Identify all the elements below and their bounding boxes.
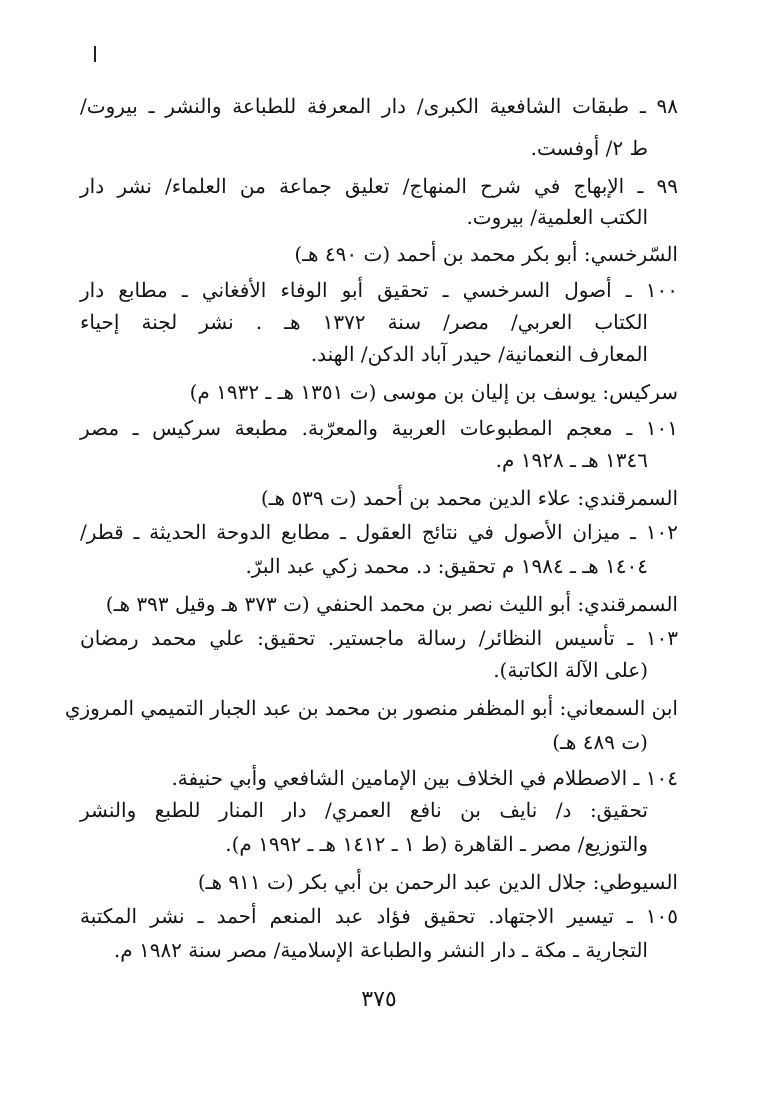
entry-104-line-1: ١٠٤ ـ الاصطلام في الخلاف بين الإمامين الشافعي وأبي حنيفة. xyxy=(171,766,678,790)
author-samarqandi-abullayth: السمرقندي: أبو الليث نصر بن محمد الحنفي (ت ٣٧٣ هـ وقيل ٣٩٣ هـ) xyxy=(105,592,678,616)
entry-98-line-2: ط ٢/ أوفست. xyxy=(530,136,648,160)
author-samarqandi-alauddin: السمرقندي: علاء الدين محمد بن أحمد (ت ٥٣٩ هـ) xyxy=(260,486,678,510)
entry-98-line-1: ٩٨ ـ طبقات الشافعية الكبرى/ دار المعرفة للطباعة والنشر ـ بيروت/ xyxy=(80,94,678,118)
entry-101-line-1: ١٠١ ـ معجم المطبوعات العربية والمعرّبة. مطبعة سركيس ـ مصر xyxy=(80,416,678,440)
entry-105-line-2: التجارية ـ مكة ـ دار النشر والطباعة الإسلامية/ مصر سنة ١٩٨٢ م. xyxy=(113,938,648,962)
page-number: ٣٧٥ xyxy=(361,987,397,1012)
entry-100-line-2: الكتاب العربي/ مصر/ سنة ١٣٧٢ هـ . نشر لجنة إحياء xyxy=(80,310,648,334)
entry-103-line-1: ١٠٣ ـ تأسيس النظائر/ رسالة ماجستير. تحقيق: علي محمد رمضان xyxy=(80,626,678,650)
entry-102-line-1: ١٠٢ ـ ميزان الأصول في نتائج العقول ـ مطابع الدوحة الحديثة ـ قطر/ xyxy=(80,520,678,544)
author-sarkis: سركيس: يوسف بن إليان بن موسى (ت ١٣٥١ هـ ـ ١٩٣٢ م) xyxy=(189,380,678,404)
author-sarakhsi: السّرخسي: أبو بكر محمد بن أحمد (ت ٤٩٠ هـ) xyxy=(294,242,678,266)
entry-99-line-1: ٩٩ ـ الإبهاج في شرح المنهاج/ تعليق جماعة من العلماء/ نشر دار xyxy=(80,174,678,198)
entry-101-line-2: ١٣٤٦ هـ ـ ١٩٢٨ م. xyxy=(495,448,648,472)
entry-105-line-1: ١٠٥ ـ تيسير الاجتهاد. تحقيق فؤاد عبد المنعم أحمد ـ نشر المكتبة xyxy=(80,904,678,928)
entry-100-line-1: ١٠٠ ـ أصول السرخسي ـ تحقيق أبو الوفاء الأفغاني ـ مطابع دار xyxy=(80,278,678,302)
author-suyuti: السيوطي: جلال الدين عبد الرحمن بن أبي بكر (ت ٩١١ هـ) xyxy=(197,870,678,894)
entry-104-line-3: والتوزيع/ مصر ـ القاهرة (ط ١ ـ ١٤١٢ هـ ـ ١٩٩٢ م). xyxy=(225,832,648,856)
entry-102-line-2: ١٤٠٤ هـ ـ ١٩٨٤ م تحقيق: د. محمد زكي عبد البرّ. xyxy=(245,554,648,578)
author-ibn-samani-death: (ت ٤٨٩ هـ) xyxy=(552,730,648,754)
author-ibn-samani: ابن السمعاني: أبو المظفر منصور بن محمد بن عبد الجبار التميمي المروزي xyxy=(64,696,678,720)
entry-100-line-3: المعارف النعمانية/ حيدر آباد الدكن/ الهند. xyxy=(310,342,648,366)
margin-mark xyxy=(94,46,96,62)
entry-104-line-2: تحقيق: د/ نايف بن نافع العمري/ دار المنار للطبع والنشر xyxy=(80,798,648,822)
entry-103-line-2: (على الآلة الكاتبة). xyxy=(493,658,648,682)
entry-99-line-2: الكتب العلمية/ بيروت. xyxy=(466,205,648,229)
